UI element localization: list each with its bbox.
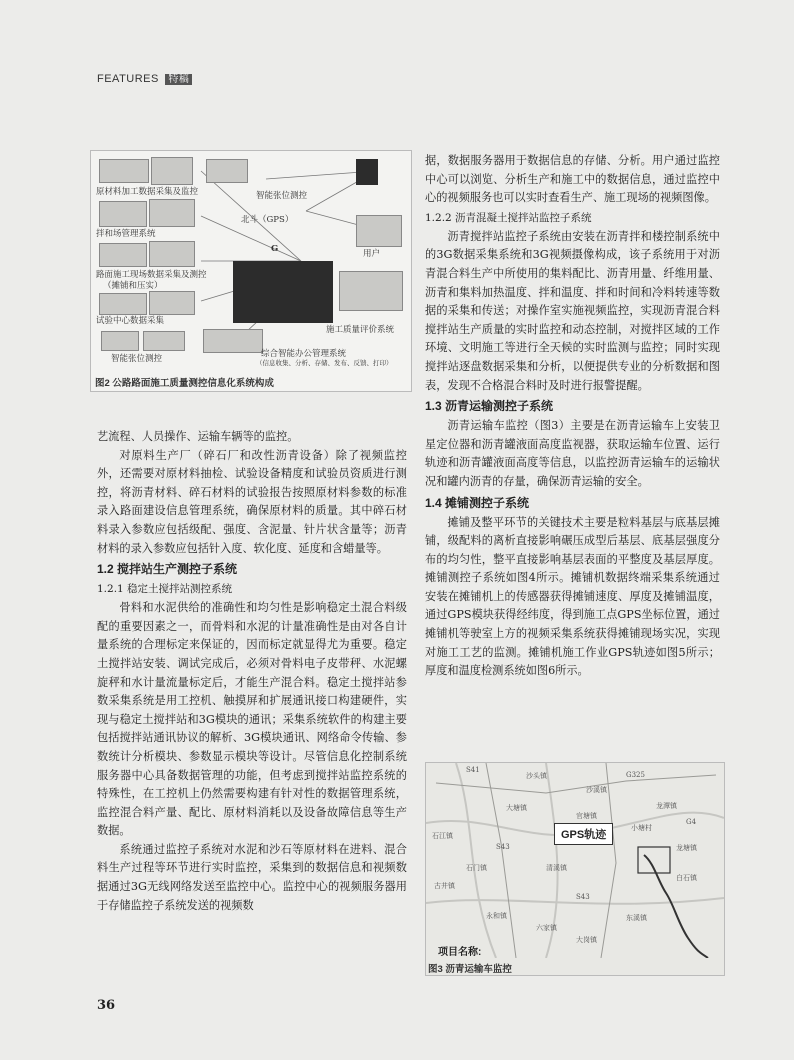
project-name-label: 项目名称: [438,947,482,958]
place-label: 官塘镇 [576,812,597,820]
tension-image-2 [143,331,185,351]
figure-2-caption: 图2 公路路面施工质量测控信息化系统构成 [95,378,274,389]
satellite-icon [356,159,378,185]
place-label: 沙头镇 [526,772,547,780]
mixing-plant-image-2 [149,199,195,227]
platform-image [203,329,263,353]
gps-track-line [644,855,708,958]
place-label: 大岗镇 [576,936,597,944]
gps-track-label: GPS轨迹 [554,823,613,845]
node-paving: 路面施工现场数据采集及测控 [96,270,207,280]
lab-image [99,293,147,315]
left-column [97,428,407,915]
road-label: S43 [496,843,510,851]
node-paving-sub: （摊铺和压实） [103,281,163,291]
quality-image [339,271,403,311]
right-paragraph-2: 沥青运输车监控（图3）主要是在沥青运输车上安装卫星定位器和沥青罐液面高度监视器，获取运输车位置、运行轨迹和沥青罐液面高度等信息，以监控沥青运输车的运输状况和罐内沥青的存量，确保沥青运输的安全。 [425,419,720,488]
node-platform: 综合智能办公管理系统 [261,349,347,359]
tension-top-image [206,159,248,183]
page-header [97,70,192,85]
header-section: FEATURES [97,73,159,85]
node-users: 用户 [363,249,381,259]
users-devices-image [356,215,402,247]
node-platform-sub: （信息收集、分析、存储、发布、反馈、打印） [256,359,393,367]
lab-image-2 [149,291,195,315]
road-label: G325 [626,771,645,779]
page-number: 36 [97,998,116,1013]
left-paragraph-2: 骨料和水泥供给的准确性和均匀性是影响稳定土混合料级配的重要因素之一，而骨料和水泥的计量准确性是由对各自计量系统的合理标定来保证的，因而标定就显得尤为重要。稳定土搅拌站安装、调试完成后，必须对骨料电子皮带秤、水泥螺旋秤和水计量流量标定后，才能生产混合料。稳定土搅拌站参数采集系统是用工控机、触摸屏和扩展通讯接口构建硬件，实现与稳定土搅拌站和3G模块的通讯；采集系统软件的构建主要包括搅拌站通讯协议的解析、3G模块通讯、网络命令传输、参数统计分析模块、参数显示模块等设计。尽管信息化控制系统服务器中心具备数据管理的功能，但考虑到搅拌站监控系统的特殊性，在工控机上仍然需要构建有针对性的数据管理系统，监控混合料产量、配比、原材料消耗以及设备故障信息等生产数据。 [97,601,407,838]
left-paragraph-1: 对原料生产厂（碎石厂和改性沥青设备）除了视频监控外，还需要对原材料抽检、试验设备精度和试验员资质进行测控，将沥青材料、碎石材料的试验报告按照原材料参数的标准录入路面建设信息管理系统，确保原材料的质量。其中碎石材料录入参数应包括级配、强度、含泥量、针片状含量等；沥青材料的录入参数应包括针入度、软化度、延度和含蜡量等。 [97,448,407,555]
place-label: 沙溪镇 [586,786,607,794]
heading-1-2-1: 1.2.1 稳定土搅拌站测控系统 [97,583,233,596]
figure-3 [425,762,725,976]
right-paragraph-0: 据，数据服务器用于数据信息的存储、分析。用户通过监控中心可以浏览、分析生产和施工中的数据信息，通过监控中心的视频服务也可以实时查看生产、施工现场的视频图像。 [425,154,720,205]
raw-material-image-2 [151,157,193,185]
place-label: 龙塘镇 [676,844,697,852]
place-label: 龙潭镇 [656,802,677,810]
left-paragraph-0: 艺流程、人员操作、运输车辆等的监控。 [97,430,299,443]
tension-image [101,331,139,351]
node-tension-top: 智能张位测控 [256,191,308,201]
node-mixing: 拌和场管理系统 [96,229,156,239]
road-label: S43 [576,893,590,901]
heading-1-3: 1.3 沥青运输测控子系统 [425,399,554,414]
mixing-plant-image [99,201,147,227]
node-g: G [271,244,279,254]
map-canvas [426,763,724,958]
raw-material-image [99,159,149,183]
place-label: 六家镇 [536,924,557,932]
figure-3-caption: 图3 沥青运输车监控 [428,964,512,975]
road-label: S41 [466,766,480,774]
place-label: 石门镇 [466,864,487,872]
node-quality: 施工质量评价系统 [326,325,395,335]
place-label: 白石镇 [676,874,697,882]
node-lab: 试验中心数据采集 [96,316,165,326]
right-paragraph-1: 沥青搅拌站监控子系统由安装在沥青拌和楼控制系统中的3G数据采集系统和3G视频摄像构成，该子系统用于对沥青混合料生产中所使用的集料配比、沥青用量、纤维用量、沥青和集料加热温度、拌和温度、拌和时间和冷料转速等数据的采集和传送；对操作室实施视频监控，实现沥青混合料搅拌站生产质量的实时监控和动态控制，对搅拌区域的工作环境、文明施工等进行全天候的实时监测与监控；同时实现搅拌站逐盘数据采集和分析，以便提供专业的分析数据和图表，发现不合格混合料时及时进行报警提醒。 [425,229,720,392]
paver-image [99,243,147,267]
left-paragraph-3: 系统通过监控子系统对水泥和沙石等原材料在进料、混合料生产过程等环节进行实时监控，采集到的数据信息和视频数据通过3G无线网络发送至监控中心。监控中心的视频服务器用于存储监控子系统发送的视频数 [97,842,407,912]
heading-1-4: 1.4 摊铺测控子系统 [425,495,530,510]
heading-1-2-2: 1.2.2 沥青混凝土搅拌站监控子系统 [425,211,592,224]
place-label: 东溪镇 [626,914,647,922]
place-label: 大塘镇 [506,804,527,812]
right-column [425,152,720,681]
place-label: 永和镇 [486,912,507,920]
heading-1-2: 1.2 搅拌站生产测控子系统 [97,562,238,577]
monitor-screen [233,261,333,323]
place-label: 古井镇 [434,882,455,890]
figure-2 [90,150,412,392]
node-tension-bottom: 智能张位测控 [111,354,163,364]
place-label: 石江镇 [432,832,453,840]
place-label: 小塘村 [631,824,652,832]
node-beidou: 北斗（GPS） [241,215,294,225]
place-label: 清溪镇 [546,864,567,872]
road-label: G4 [686,818,697,826]
right-paragraph-3: 摊铺及整平环节的关键技术主要是粒料基层与底基层摊铺，级配料的离析直接影响碾压成型后基层、底基层强度分布的均匀性，整平直接影响基层表面的平整度及基层厚度。摊铺测控子系统如图4所示。摊铺机数据终端采集系统通过安装在摊铺机上的传感器获得摊铺速度、厚度及摊铺温度，通过GPS模块获得经纬度，得到施工点GPS坐标位置，通过摊铺机等驶室上方的视频采集系统获得摊铺现场实况，实现对施工工艺的监测。摊铺机施工作业GPS轨迹如图5所示；厚度和温度检测系统如图6所示。 [425,515,720,678]
roller-image [149,241,195,267]
node-raw-material: 原材料加工数据采集及监控 [96,187,199,197]
header-tag: 特稿 [165,74,192,85]
